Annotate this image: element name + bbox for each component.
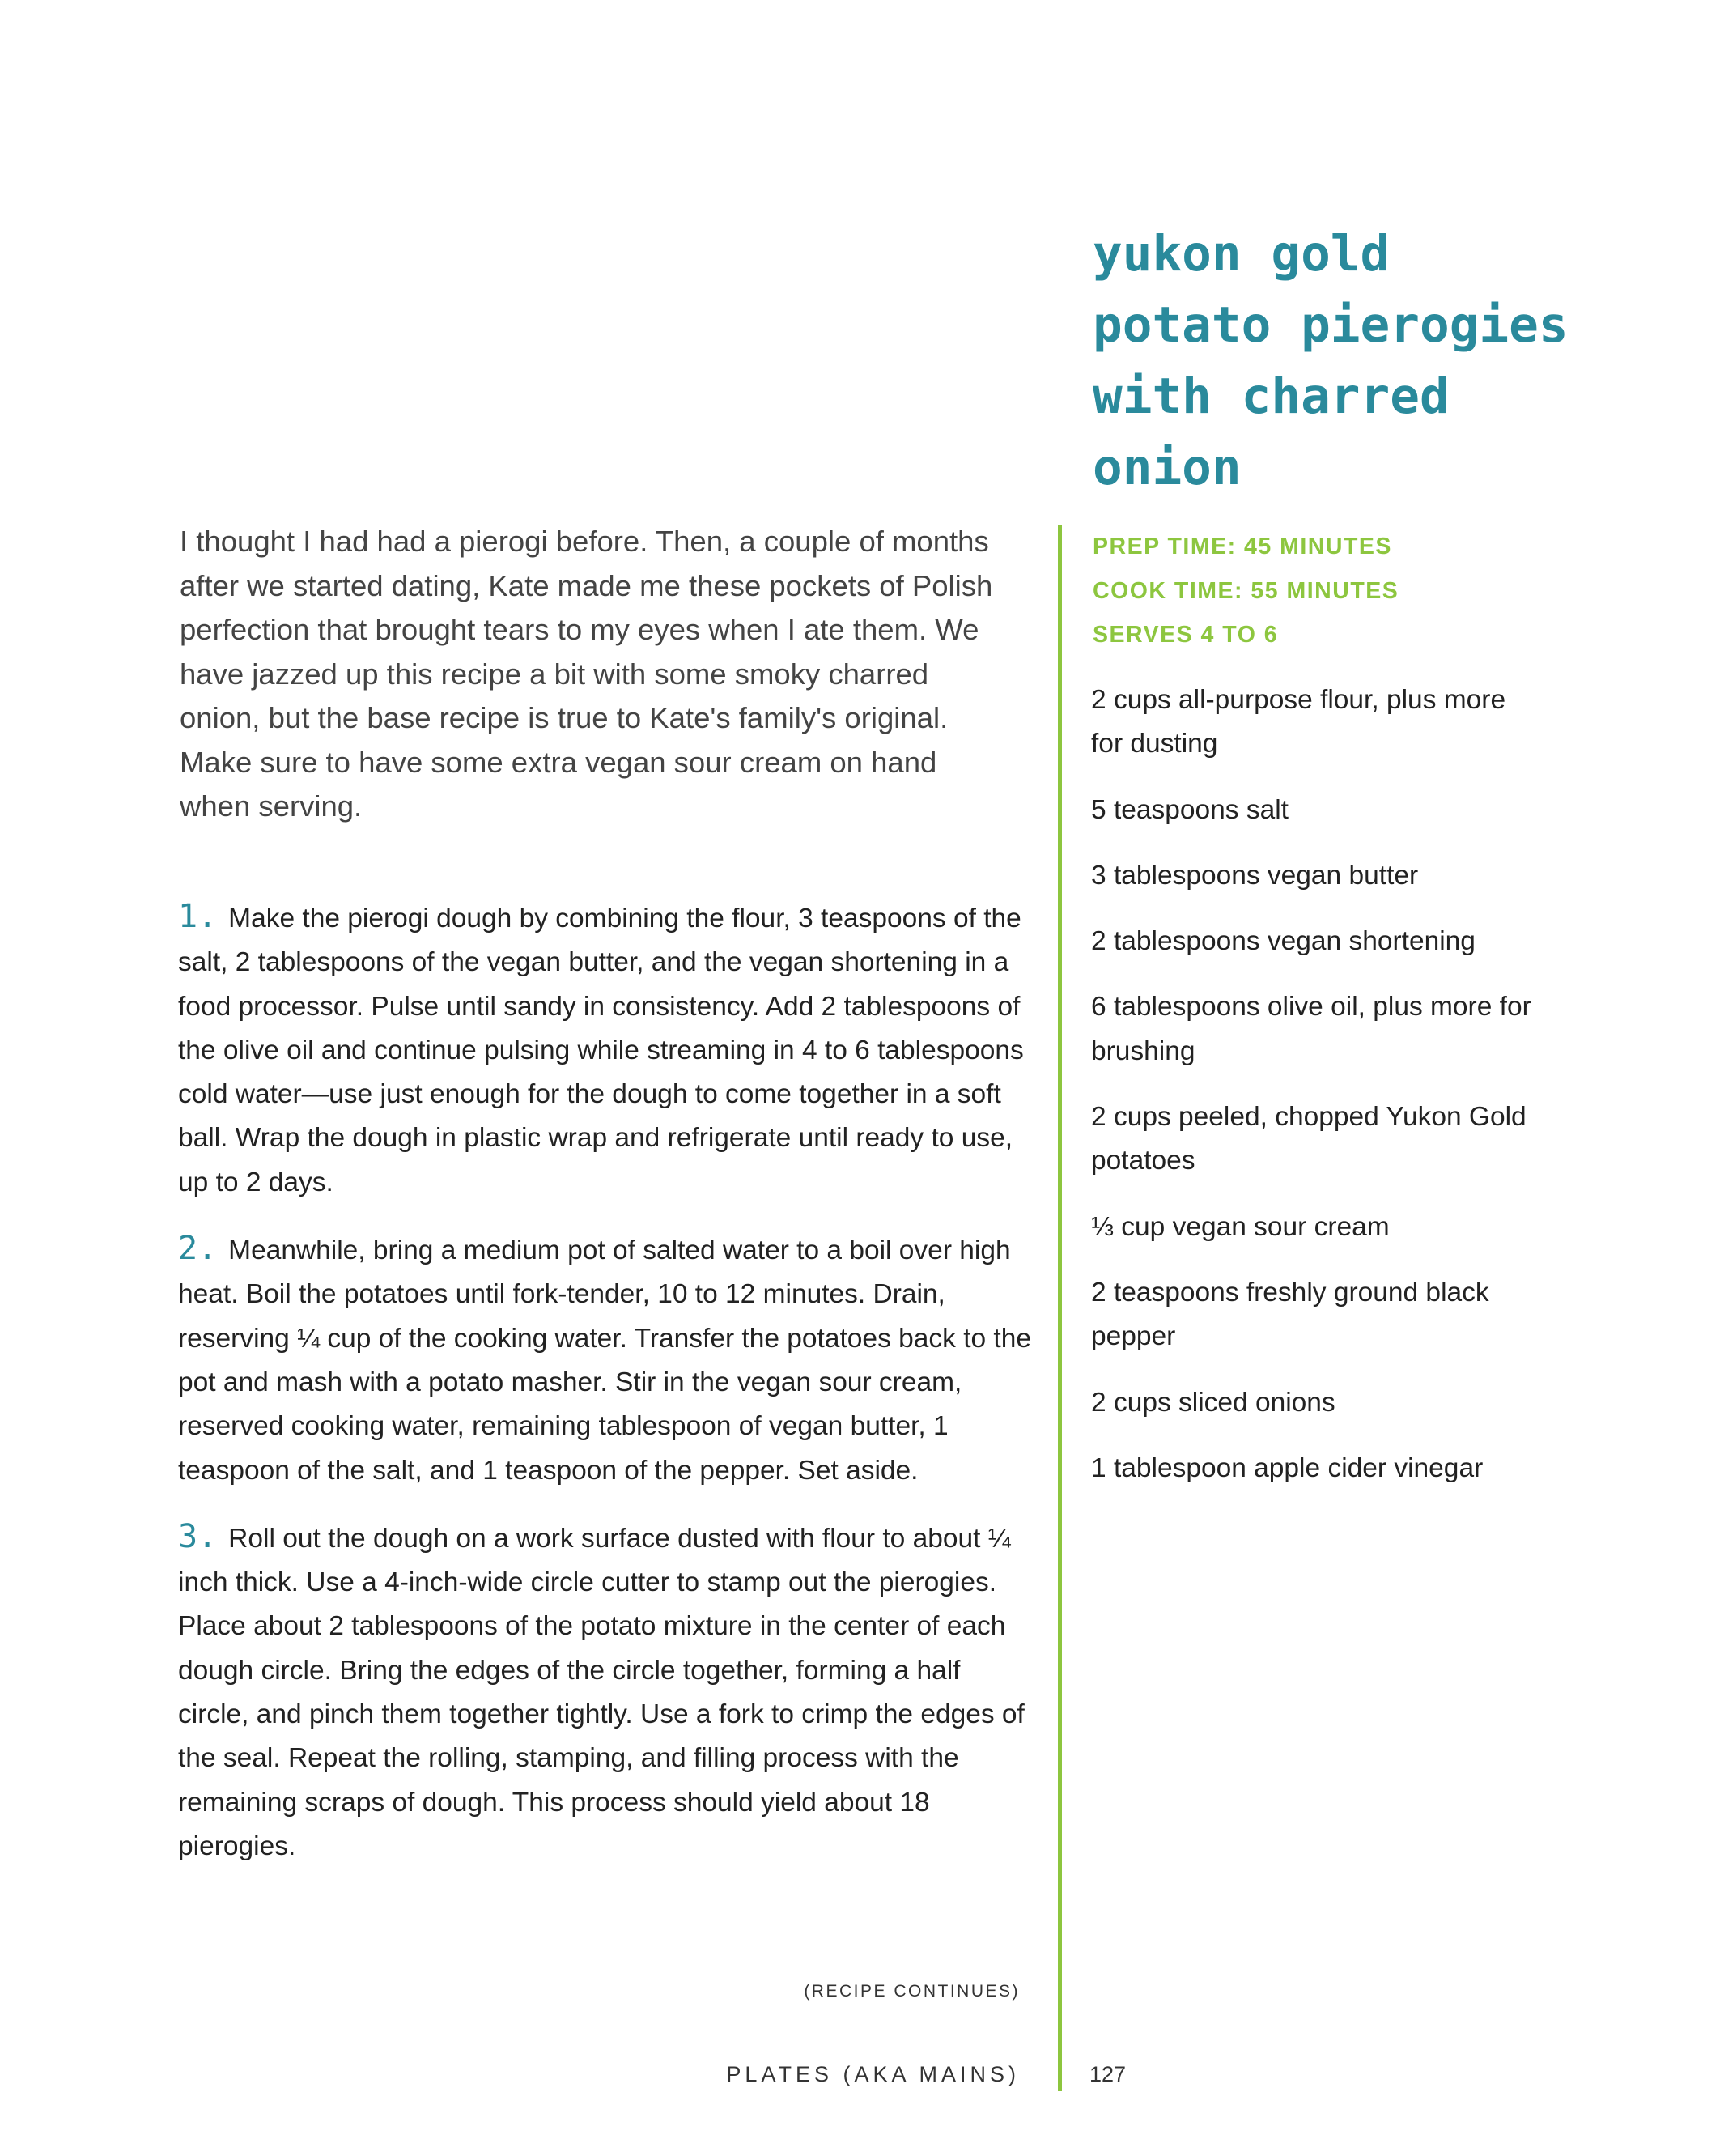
step-2 xyxy=(178,1227,1032,1493)
step-number: 2. xyxy=(178,1230,218,1268)
ingredient-item: 2 tablespoons vegan shortening xyxy=(1091,926,1476,957)
title-line: potato pierogies xyxy=(1093,296,1569,354)
method-steps xyxy=(178,895,1032,1890)
ingredient-item: ⅓ cup vegan sour cream xyxy=(1091,1211,1390,1242)
title-line: with charred xyxy=(1093,368,1450,425)
ingredient-item: 2 cups peeled, chopped Yukon Gold potatoes xyxy=(1091,1102,1527,1176)
servings: SERVES 4 TO 6 xyxy=(1093,622,1279,648)
ingredient-list xyxy=(1091,678,1544,1512)
ingredient-item: 3 tablespoons vegan butter xyxy=(1091,860,1419,891)
step-3 xyxy=(178,1515,1032,1869)
step-number: 3. xyxy=(178,1517,218,1555)
section-footer: PLATES (AKA MAINS) xyxy=(726,2062,1020,2086)
recipe-continues-note: (RECIPE CONTINUES) xyxy=(804,1982,1020,2001)
title-line: onion xyxy=(1093,439,1242,496)
ingredient-item: 5 teaspoons salt xyxy=(1091,794,1289,825)
ingredient-item: 6 tablespoons olive oil, plus more for brushing xyxy=(1091,992,1531,1066)
step-number: 1. xyxy=(178,898,218,935)
page-number: 127 xyxy=(1089,2062,1127,2086)
ingredient-item: 2 cups all-purpose flour, plus more for dusting xyxy=(1091,685,1506,759)
recipe-title xyxy=(1093,219,1578,504)
cook-time: COOK TIME: 55 MINUTES xyxy=(1093,577,1399,604)
intro-paragraph: I thought I had had a pierogi before. Then, a couple of months after we started dating, Kate made me these pockets of Polish perfection that brought tears to my eyes when I ate them. We have jazzed up this recipe a bit with some smoky charred onion, but the base recipe is true to Kate's family's original. Make sure to have some extra vegan sour cream on hand when serving. xyxy=(180,525,993,823)
title-line: yukon gold xyxy=(1093,225,1391,283)
ingredient-item: 2 teaspoons freshly ground black pepper xyxy=(1091,1277,1489,1352)
prep-time: PREP TIME: 45 MINUTES xyxy=(1093,534,1392,559)
ingredient-item: 2 cups sliced onions xyxy=(1091,1387,1335,1418)
step-text: Make the pierogi dough by combining the flour, 3 teaspoons of the salt, 2 tablespoons of the vegan butter, and the vegan shortening in a food processor. Pulse until sandy in consistency. Add 2 tablespoons of the olive oil and continue pulsing while streaming in 4 to 6 tablespoons cold water—use just enough for the dough to come together in a soft ball. Wrap the dough in plastic wrap and refrigerate until ready to use, up to 2 days. xyxy=(178,904,1024,1197)
step-1 xyxy=(178,895,1032,1205)
step-text: Meanwhile, bring a medium pot of salted water to a boil over high heat. Boil the potatoes until fork-tender, 10 to 12 minutes. Drain, reserving ¼ cup of the cooking water. Transfer the potatoes back to the pot and mash with a potato masher. Stir in the vegan sour cream, reserved cooking water, remaining tablespoon of vegan butter, 1 teaspoon of the salt, and 1 teaspoon of the pepper. Set aside. xyxy=(178,1235,1032,1486)
step-text: Roll out the dough on a work surface dusted with flour to about ¼ inch thick. Use a 4-inch-wide circle cutter to stamp out the pierogies. Place about 2 tablespoons of the potato mixture in the center of each dough circle. Bring the edges of the circle together, forming a half circle, and pinch them together tightly. Use a fork to crimp the edges of the seal. Repeat the rolling, stamping, and filling process with the remaining scraps of dough. This process should yield about 18 pierogies. xyxy=(178,1523,1025,1861)
green-divider xyxy=(1058,525,1062,2091)
recipe-meta xyxy=(1093,525,1546,657)
ingredient-item: 1 tablespoon apple cider vinegar xyxy=(1091,1452,1484,1483)
